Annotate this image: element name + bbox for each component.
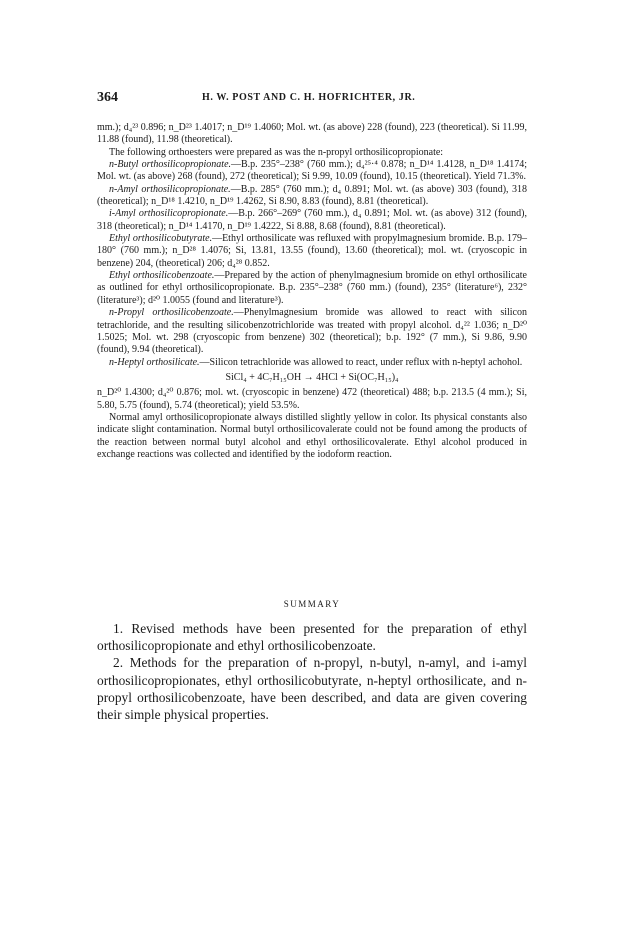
summary-item-1: 1. Revised methods have been presented for the preparation of ethyl orthosilicopropionate and ethyl orthosilicobenzoate. [97, 621, 527, 654]
compound-name: n-Heptyl orthosilicate. [109, 356, 200, 368]
running-head: H. W. POST AND C. H. HOFRICHTER, JR. [202, 92, 416, 103]
compound-data: —Phenylmagnesium bromide was allowed to react with silicon tetrachloride, and the resulting silicobenzotrichloride was treated with propyl alcohol. d₄²² 1.036; n_D²⁰ 1.5025; Mol. wt. 298 (cryoscopic from benzene) 302 (theoretical); b.p. 192° (7 mm.), Si 9.86, 9.90 (found), 9.94 (theoretical). [97, 307, 527, 356]
compound-data: —Prepared by the action of phenylmagnesium bromide on ethyl orthosilicate as outlined for ethyl orthosilicopropionate. B.p. 235°–238° (760 mm.) (found), 235° (literature⁶), 232° (literature³); d²⁰ 1.0055 (found and literature³). [97, 270, 527, 306]
compound-name: Ethyl orthosilicobenzoate. [109, 270, 215, 282]
compound-name: i-Amyl orthosilicopropionate. [109, 208, 229, 220]
compound-ethyl-benzoate [97, 270, 527, 307]
compound-data: —B.p. 266°–269° (760 mm.), d₄ 0.891; Mol. wt. (as above) 312 (found), 318 (theoretical); n_D¹⁴ 1.4170, n_D¹⁹ 1.4222, Si 8.88, 8.68 (found), 8.81 (theoretical). [97, 208, 527, 232]
summary-section [97, 620, 527, 723]
compound-n-amyl-propionate [97, 184, 527, 209]
page-number: 364 [97, 90, 118, 105]
compound-data: —Ethyl orthosilicate was refluxed with propylmagnesium bromide. B.p. 179–180° (760 mm.); n_D²⁸ 1.4076; Si, 13.81, 13.55 (found), 13.60 (theoretical); mol. wt. (cryoscopic in benzene) 204, (theoretical) 206; d₄²⁸ 0.852. [97, 233, 527, 269]
compound-ethyl-butyrate [97, 233, 527, 270]
compound-name: n-Butyl orthosilicopropionate. [109, 159, 232, 171]
compound-name: n-Amyl orthosilicopropionate. [109, 183, 231, 195]
compound-name: Ethyl orthosilicobutyrate. [109, 233, 213, 245]
reaction-equation: SiCl₄ + 4C₇H₁₅OH → 4HCl + Si(OC₇H₁₅)₄ [225, 371, 399, 383]
compound-n-heptyl-orthosilicate [97, 357, 527, 369]
paragraph-intro: The following orthoesters were prepared as was the n-propyl orthosilicopropionate: [109, 146, 444, 158]
paragraph-discussion: Normal amyl orthosilicopropionate always distilled slightly yellow in color. Its physical constants also indicate slight contamination. Normal butyl orthosilicovalerate could not be found among the products of the reaction between normal butyl alcohol and ethyl orthosilicovalerate. Ethyl alcohol produced in exchange reactions was collected and identified by the iodoform reaction. [97, 411, 527, 460]
compound-name: n-Propyl orthosilicobenzoate. [109, 307, 234, 319]
compound-data: —B.p. 235°–238° (760 mm.); d₄²⁵·⁴ 0.878; n_D¹⁴ 1.4128, n_D¹⁸ 1.4174; Mol. wt. (as above) 268 (found), 272 (theoretical); Si 9.99, 10.09 (found), 10.15 (theoretical). Yield 71.3%. [97, 159, 527, 183]
compound-n-butyl-propionate [97, 159, 527, 184]
page-header [97, 90, 527, 106]
compound-data: —Silicon tetrachloride was allowed to react, under reflux with n-heptyl achohol. [199, 356, 523, 368]
paragraph-continued: mm.); d₄²³ 0.896; n_D²³ 1.4017; n_D¹⁹ 1.4060; Mol. wt. (as above) 228 (found), 223 (theoretical). Si 11.99, 11.88 (found), 11.98 (theoretical). [97, 122, 527, 146]
paragraph-constants: n_D²⁰ 1.4300; d₄²⁰ 0.876; mol. wt. (cryoscopic in benzene) 472 (theoretical) 488; b.p. 213.5 (4 mm.); Si, 5.80, 5.75 (found), 5.74 (theoretical); yield 53.5%. [97, 387, 527, 411]
compound-n-propyl-benzoate [97, 307, 527, 356]
compound-data: —B.p. 285° (760 mm.); d₄ 0.891; Mol. wt. (as above) 303 (found), 318 (theoretical); n_D¹⁸ 1.4210, n_D¹⁹ 1.4262, Si 8.90, 8.83 (found), 8.81 (theoretical). [97, 183, 527, 208]
compound-i-amyl-propionate [97, 208, 527, 233]
summary-item-2: 2. Methods for the preparation of n-propyl, n-butyl, n-amyl, and i-amyl orthosilicopropionates, ethyl orthosilicobutyrate, n-heptyl orthosilicate, and n-propyl orthosilicobenzoate, have been described, and data are given covering their simple physical properties. [97, 655, 527, 723]
body-text [97, 122, 527, 461]
summary-heading: SUMMARY [283, 599, 341, 609]
